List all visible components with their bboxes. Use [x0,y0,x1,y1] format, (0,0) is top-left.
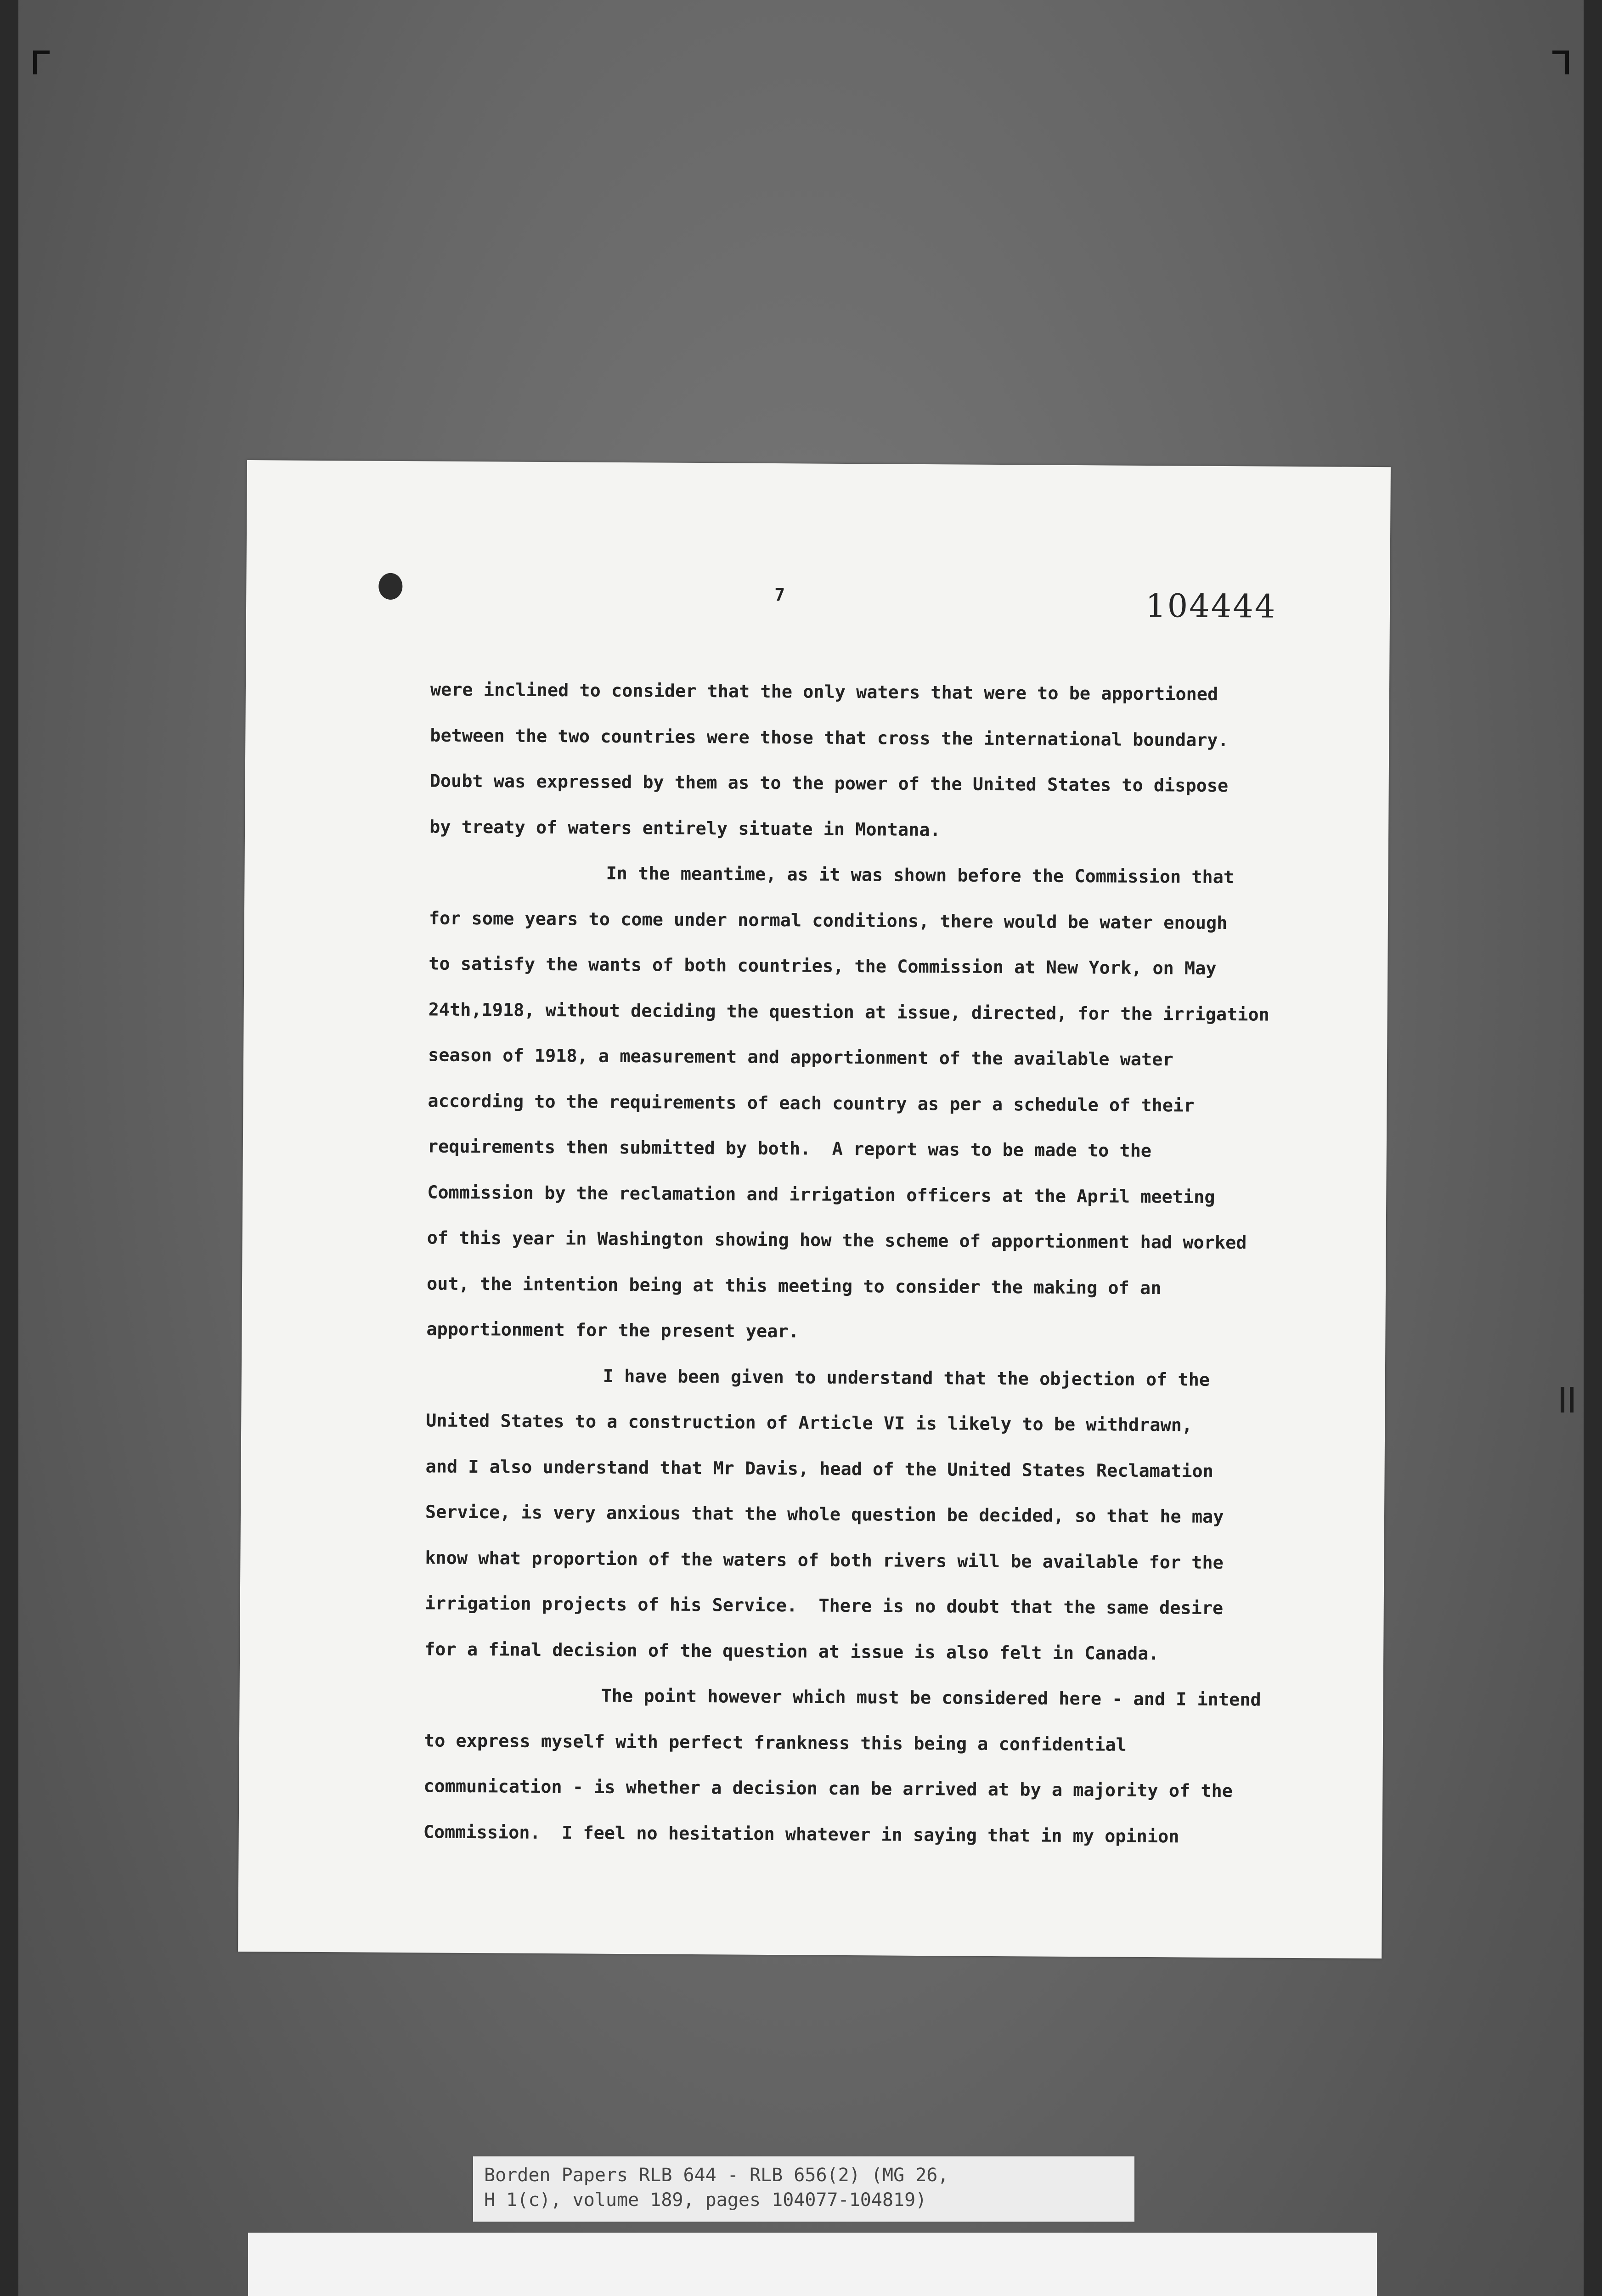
reference-line-1: Borden Papers RLB 644 - RLB 656(2) (MG 26, [484,2165,949,2186]
letter-line: I have been given to understand that the objection of the [603,1366,1210,1390]
reference-text [484,2163,948,2212]
letter-line: communication - is whether a decision can be arrived at by a majority of the [423,1776,1233,1802]
letter-line: season of 1918, a measurement and apportionment of the available water [428,1045,1173,1070]
letter-line: out, the intention being at this meeting to consider the making of an [426,1273,1162,1299]
film-tick-mark [1570,1387,1574,1412]
reference-line-2: H 1(c), volume 189, pages 104077-104819) [484,2189,927,2211]
letter-line: for some years to come under normal conditions, there would be water enough [429,907,1228,934]
letter-line: apportionment for the present year. [426,1319,799,1342]
frame-corner-mark-top-left [33,51,50,74]
film-tick-mark [1561,1387,1564,1412]
letter-line: and I also understand that Mr Davis, head of the United States Reclamation [425,1456,1213,1482]
letter-line: know what proportion of the waters of both rivers will be available for the [425,1547,1224,1573]
letter-line: requirements then submitted by both. A report was to be made to the [427,1136,1152,1162]
letter-line: of this year in Washington showing how the scheme of apportionment had worked [427,1227,1247,1254]
letter-line: according to the requirements of each country as per a schedule of their [428,1090,1195,1116]
letter-line: irrigation projects of his Service. There is no doubt that the same desire [424,1593,1224,1619]
letter-line: to satisfy the wants of both countries, the Commission at New York, on May [429,953,1217,979]
letter-line: The point however which must be considered here - and I intend [601,1685,1261,1711]
archive-title-card [248,2233,1377,2296]
punch-hole [378,573,402,600]
letter-line: for a final decision of the question at issue is also felt in Canada. [424,1638,1159,1664]
film-edge-left [0,0,18,2296]
document-number-stamp: 104444 [1145,586,1277,625]
letter-line: Service, is very anxious that the whole question be decided, so that he may [425,1502,1224,1528]
letter-line: between the two countries were those that cross the international boundary. [430,725,1229,751]
letter-line: Commission. I feel no hesitation whatever in saying that in my opinion [423,1821,1179,1847]
letter-line: by treaty of waters entirely situate in Montana. [429,816,941,840]
letter-line: were inclined to consider that the only waters that were to be apportioned [430,679,1218,705]
letter-line: 24th,1918, without deciding the question at issue, directed, for the irrigation [428,999,1269,1025]
letter-line: United States to a construction of Article VI is likely to be withdrawn, [426,1410,1193,1436]
page-number: 7 [774,585,785,605]
letter-line: In the meantime, as it was shown before the Commission that [606,863,1235,888]
film-edge-right [1584,0,1602,2296]
frame-corner-mark-top-right [1552,51,1569,74]
letter-line: to express myself with perfect frankness this being a confidential [423,1730,1127,1756]
reference-slip [473,2156,1134,2222]
letter-body [423,667,1413,1861]
letter-line: Doubt was expressed by them as to the power of the United States to dispose [429,771,1229,797]
typed-letter-page [238,460,1391,1958]
letter-line: Commission by the reclamation and irrigation officers at the April meeting [427,1182,1215,1208]
